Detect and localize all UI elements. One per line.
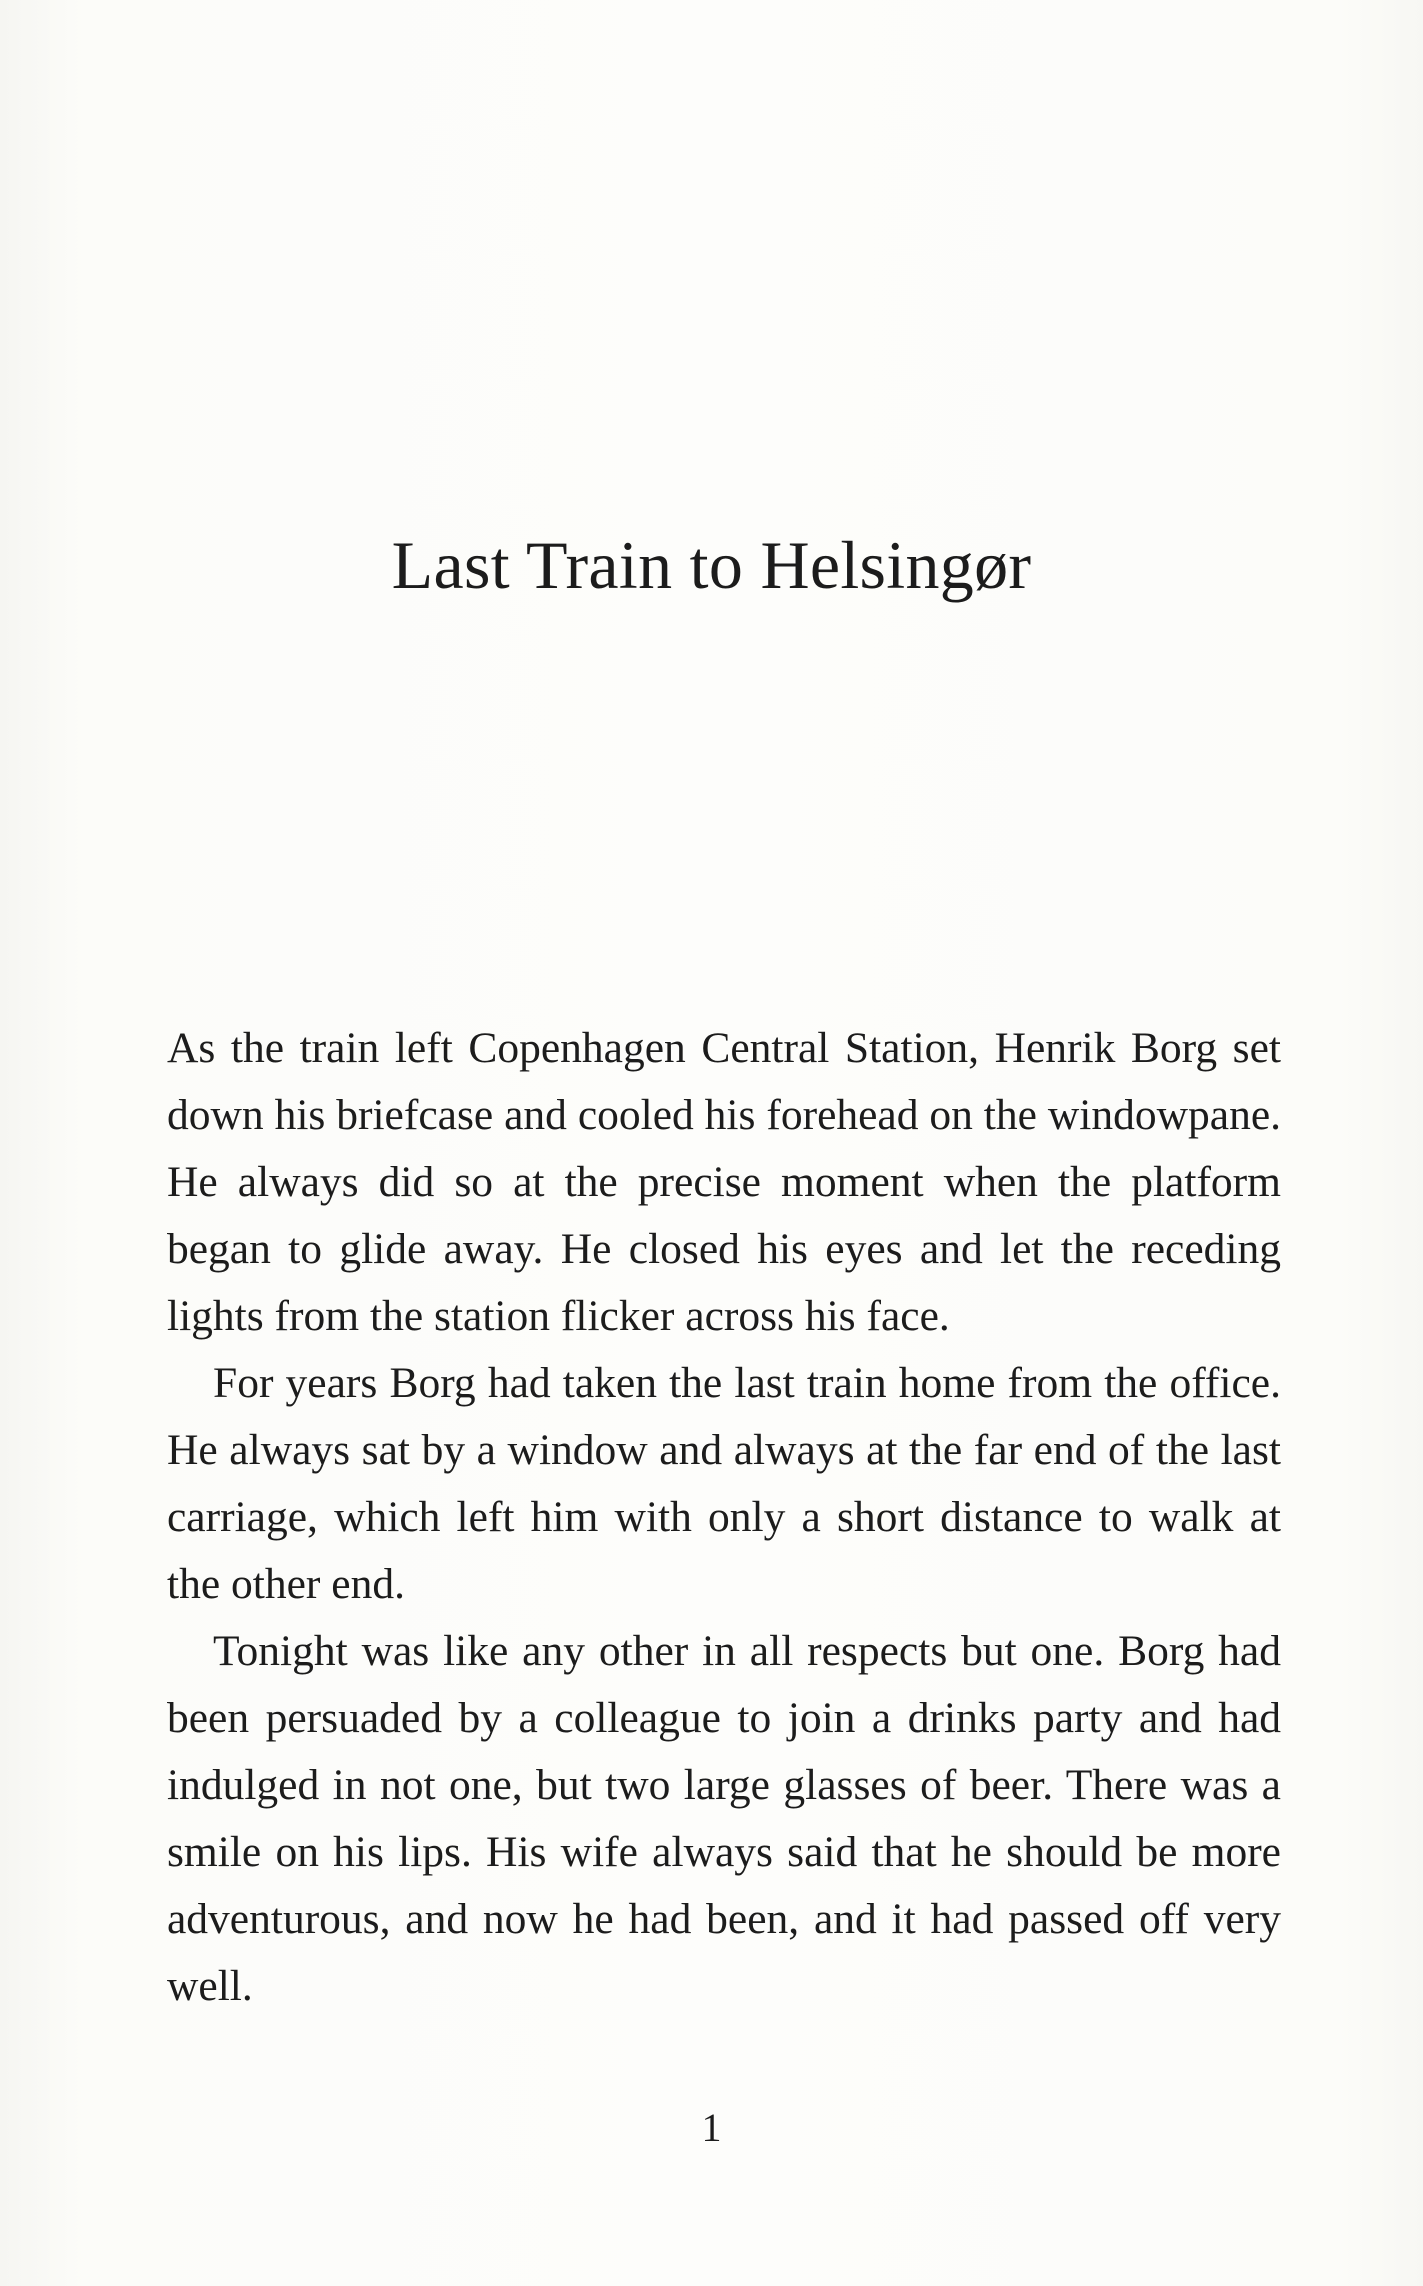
paragraph-3: Tonight was like any other in all respects but one. Borg had been persuaded by a colleague to join a drinks party and had indulged in not one, but two large glasses of beer. There was a smile on his lips. His wife always said that he should be more adventurous, and now he had been, and it had passed off very well.: [167, 1627, 1281, 2010]
paragraph-1: As the train left Copenhagen Central Station, Henrik Borg set down his briefcase and cooled his forehead on the windowpane. He always did so at the precise moment when the platform began to glide away. He closed his eyes and let the receding lights from the station flicker across his face.: [167, 1024, 1281, 1340]
chapter-title: Last Train to Helsingør: [391, 527, 1032, 603]
page-number: 1: [701, 2105, 722, 2150]
paragraph-2: For years Borg had taken the last train home from the office. He always sat by a window and always at the far end of the last carriage, which left him with only a short distance to walk at the other end.: [167, 1359, 1281, 1608]
body-text: [167, 1015, 1281, 2020]
